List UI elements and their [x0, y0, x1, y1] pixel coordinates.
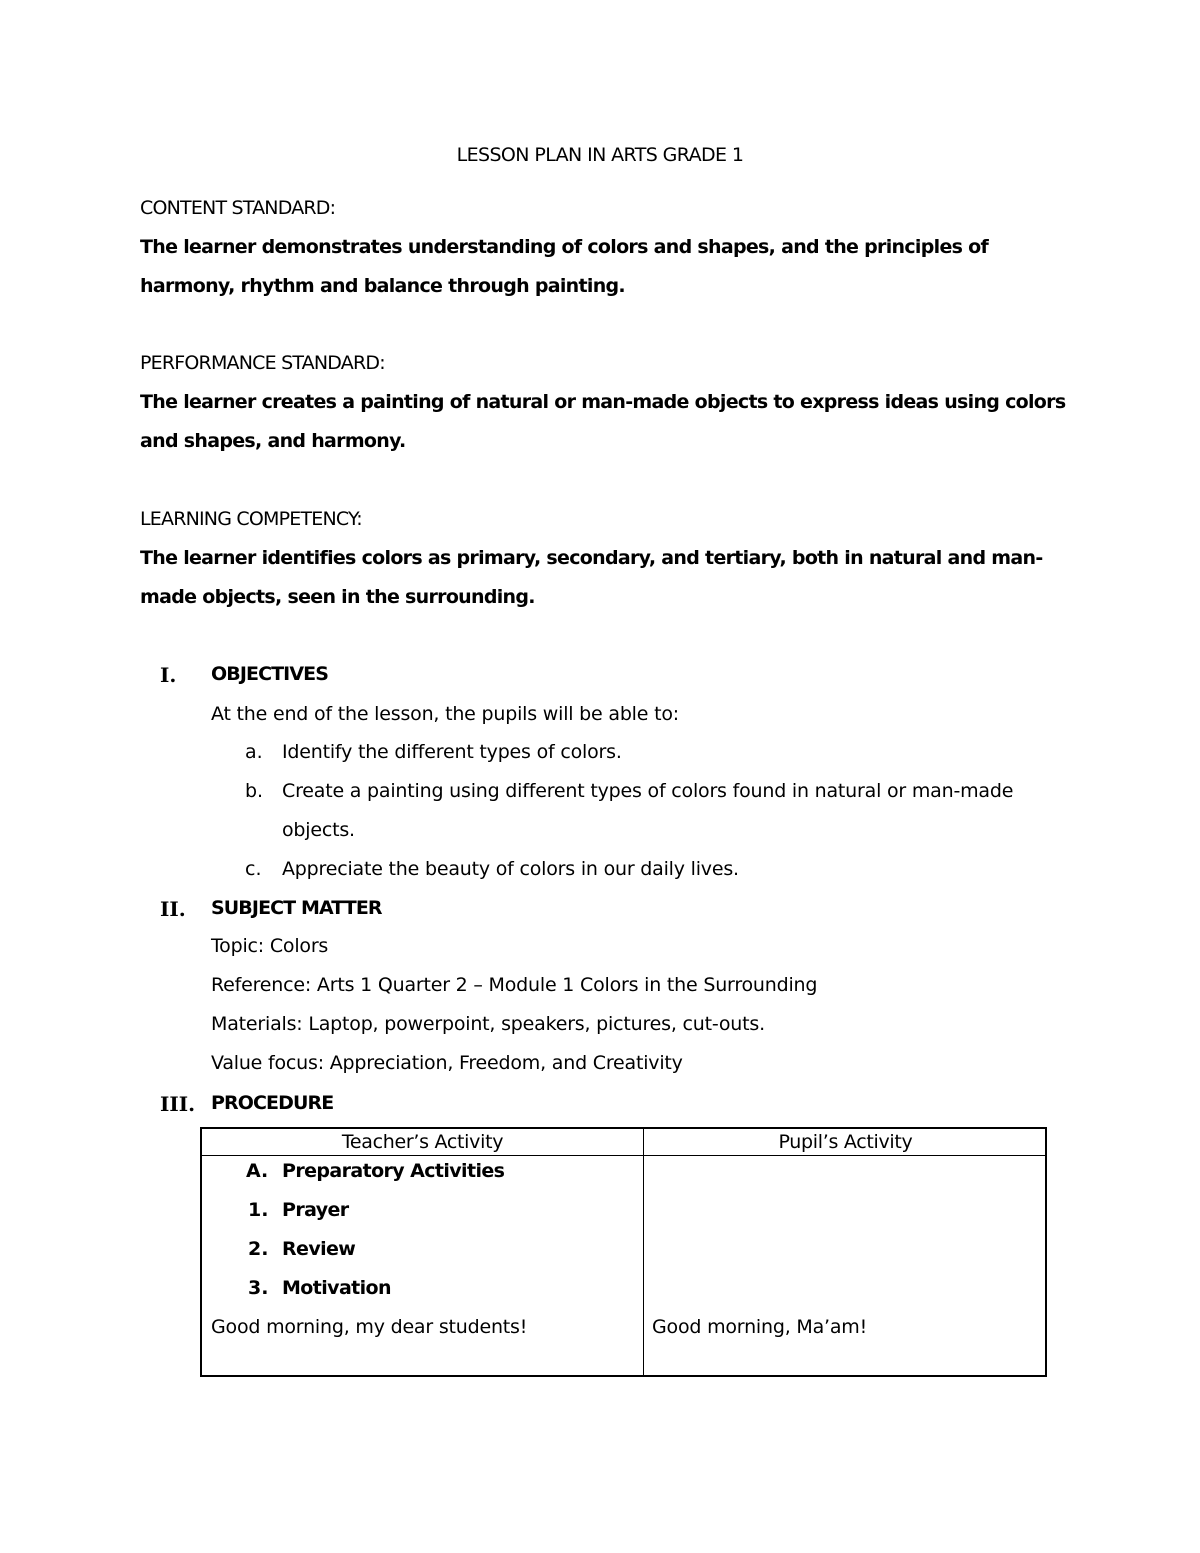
subject-matter-title: SUBJECT MATTER	[211, 897, 382, 919]
step-2-text: Review	[282, 1238, 356, 1260]
objective-c-letter: c.	[245, 858, 262, 880]
procedure-numeral: III.	[160, 1092, 196, 1116]
objective-a-letter: a.	[245, 741, 263, 763]
objective-c-text: Appreciate the beauty of colors in our daily lives.	[282, 858, 739, 880]
table-header-divider	[202, 1155, 1045, 1156]
content-standard-text: The learner demonstrates understanding of colors and shapes, and the principles of harmony, rhythm and balance through painting.	[140, 236, 989, 297]
section-a-label: A.	[246, 1160, 269, 1182]
subject-materials: Materials: Laptop, powerpoint, speakers, pictures, cut-outs.	[211, 1013, 765, 1035]
teacher-greeting: Good morning, my dear students!	[211, 1316, 528, 1338]
objectives-title: OBJECTIVES	[211, 663, 329, 685]
step-2-number: 2.	[248, 1238, 269, 1260]
learning-competency-text: The learner identifies colors as primary, secondary, and tertiary, both in natural and man-made objects, seen in the surrounding.	[140, 547, 1043, 608]
objective-b-text: Create a painting using different types of colors found in natural or man-made	[282, 780, 1014, 802]
performance-standard-text: The learner creates a painting of natural or man-made objects to express ideas using colors and shapes, and harmony.	[140, 391, 1066, 452]
subject-matter-numeral: II.	[160, 897, 186, 921]
content-standard-heading: CONTENT STANDARD:	[140, 197, 336, 219]
step-3-number: 3.	[248, 1277, 269, 1299]
objectives-intro: At the end of the lesson, the pupils will be able to:	[211, 703, 679, 725]
objective-b-letter: b.	[245, 780, 264, 802]
objective-b-text-continued: objects.	[282, 819, 355, 841]
learning-competency-heading: LEARNING COMPETENCY:	[140, 508, 362, 530]
document-title: LESSON PLAN IN ARTS GRADE 1	[456, 144, 744, 166]
subject-value-focus: Value focus: Appreciation, Freedom, and Creativity	[211, 1052, 683, 1074]
step-1-number: 1.	[248, 1199, 269, 1221]
step-3-text: Motivation	[282, 1277, 391, 1299]
teacher-activity-header: Teacher’s Activity	[341, 1131, 504, 1153]
pupil-greeting: Good morning, Ma’am!	[652, 1316, 868, 1338]
subject-topic: Topic: Colors	[211, 935, 329, 957]
procedure-table	[200, 1127, 1047, 1377]
step-1-text: Prayer	[282, 1199, 349, 1221]
subject-reference: Reference: Arts 1 Quarter 2 – Module 1 Colors in the Surrounding	[211, 974, 818, 996]
objective-a-text: Identify the different types of colors.	[282, 741, 622, 763]
pupil-activity-header: Pupil’s Activity	[778, 1131, 913, 1153]
section-a-text: Preparatory Activities	[282, 1160, 505, 1182]
procedure-title: PROCEDURE	[211, 1092, 334, 1114]
performance-standard-heading: PERFORMANCE STANDARD:	[140, 352, 385, 374]
table-column-divider	[643, 1129, 644, 1375]
objectives-numeral: I.	[160, 663, 177, 687]
